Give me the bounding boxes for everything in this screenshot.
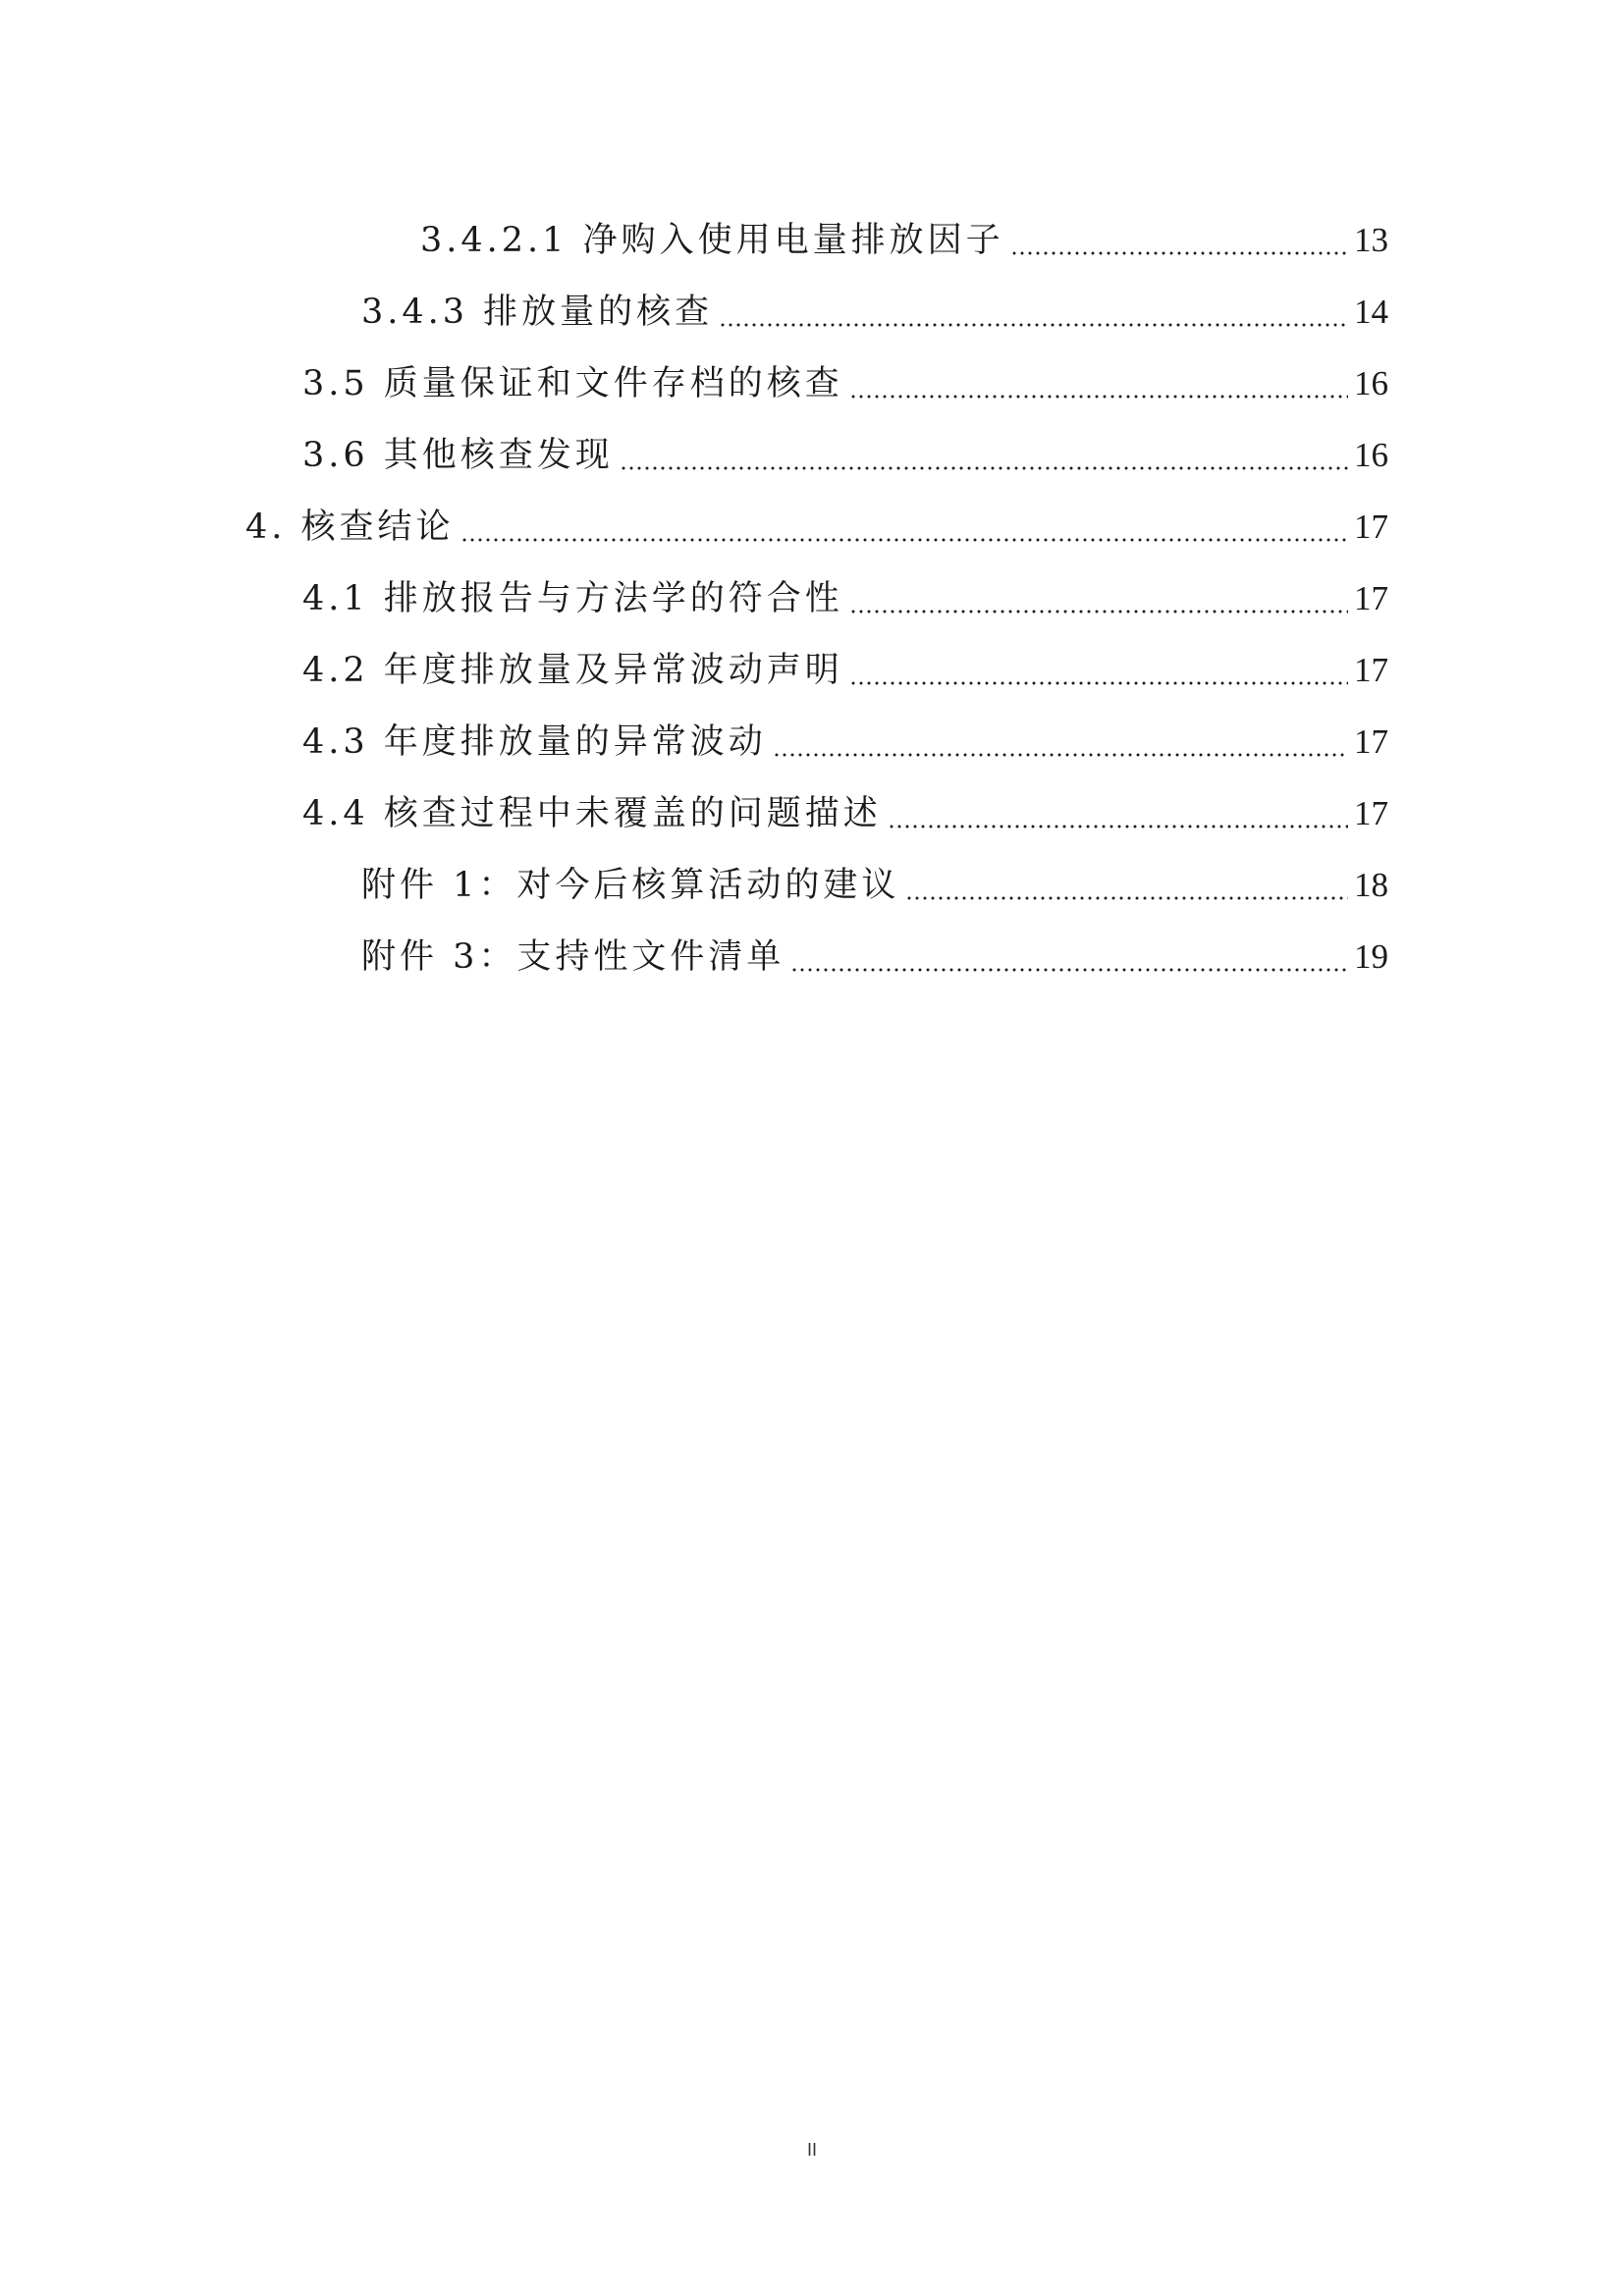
toc-entry-page: 17 — [1354, 651, 1388, 689]
toc-entry-title: 4.1 排放报告与方法学的符合性 — [302, 579, 843, 618]
toc-entry-title: 3.4.3 排放量的核查 — [361, 293, 714, 332]
toc-entry[interactable] — [361, 856, 1388, 915]
toc-entry-page: 16 — [1354, 436, 1388, 474]
toc-entry-title: 3.5 质量保证和文件存档的核查 — [302, 364, 843, 403]
toc-entry-page: 17 — [1354, 794, 1388, 832]
toc-entry[interactable] — [420, 211, 1388, 270]
toc-leader-dots — [620, 454, 1348, 471]
toc-leader-dots — [1010, 239, 1348, 256]
toc-entry-page: 17 — [1354, 579, 1388, 617]
toc-entry-title: 4.4 核查过程中未覆盖的问题描述 — [302, 794, 882, 833]
toc-entry-page: 14 — [1354, 293, 1388, 331]
toc-entry[interactable] — [302, 354, 1388, 413]
toc-entry[interactable] — [361, 928, 1388, 987]
toc-entry-page: 18 — [1354, 866, 1388, 904]
toc-entry[interactable] — [302, 569, 1388, 628]
toc-leader-dots — [849, 597, 1348, 614]
toc-entry-title: 4.3 年度排放量的异常波动 — [302, 722, 767, 762]
toc-entry-page: 19 — [1354, 937, 1388, 976]
toc-entry[interactable] — [245, 498, 1388, 557]
toc-leader-dots — [849, 382, 1348, 400]
toc-entry-page: 13 — [1354, 221, 1388, 259]
toc-entry[interactable] — [361, 283, 1388, 342]
toc-leader-dots — [719, 310, 1348, 328]
toc-leader-dots — [905, 883, 1348, 901]
toc-entry[interactable] — [302, 426, 1388, 485]
toc-entry-title: 4. 核查结论 — [245, 507, 455, 547]
toc-leader-dots — [790, 955, 1348, 973]
page-number-footer: II — [806, 2140, 817, 2160]
toc-entry-title: 附件 3：支持性文件清单 — [361, 937, 785, 977]
toc-leader-dots — [849, 668, 1348, 686]
toc-entry[interactable] — [302, 641, 1388, 700]
toc-leader-dots — [773, 740, 1348, 758]
toc-entry[interactable] — [302, 784, 1388, 843]
toc-entry-title: 3.4.2.1 净购入使用电量排放因子 — [420, 221, 1004, 260]
toc-entry-title: 4.2 年度排放量及异常波动声明 — [302, 651, 843, 690]
toc-entry[interactable] — [302, 713, 1388, 772]
toc-entry-title: 3.6 其他核查发现 — [302, 436, 614, 475]
toc-entry-page: 17 — [1354, 507, 1388, 546]
toc-entry-page: 17 — [1354, 722, 1388, 761]
toc-leader-dots — [460, 525, 1348, 543]
toc-entry-page: 16 — [1354, 364, 1388, 402]
toc-entry-title: 附件 1：对今后核算活动的建议 — [361, 866, 900, 905]
toc-leader-dots — [888, 812, 1348, 829]
